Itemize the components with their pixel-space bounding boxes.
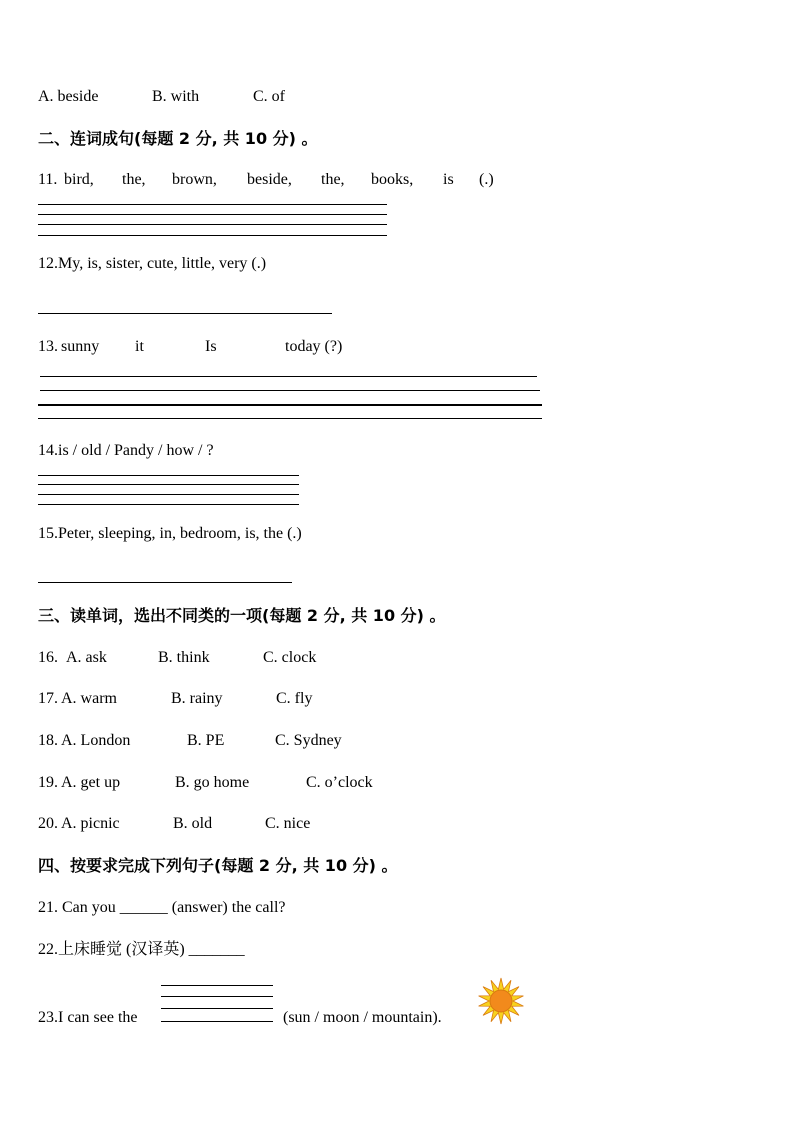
q14-text: 14.is / old / Pandy / how / ? (38, 442, 214, 459)
q13-answer-line[interactable] (40, 390, 540, 391)
q19-option-c: C. o’clock (306, 774, 373, 791)
q16-number: 16. (38, 649, 58, 666)
sun-icon (476, 976, 526, 1026)
q19-number: 19. (38, 774, 58, 791)
q20-number: 20. (38, 815, 58, 832)
q17-number: 17. (38, 690, 58, 707)
q20-option-a: A. picnic (61, 815, 120, 832)
q11-word: (.) (479, 171, 494, 188)
q13-word: it (135, 338, 144, 355)
q18-option-b: B. PE (187, 732, 225, 749)
q10-option-c: C. of (253, 88, 285, 105)
q11-answer-line[interactable] (38, 204, 387, 205)
section3-heading: 三、读单词，选出不同类的一项(每题 2 分, 共 10 分) 。 (38, 606, 446, 625)
q16-option-b: B. think (158, 649, 210, 666)
q17-option-b: B. rainy (171, 690, 223, 707)
q23-answer-line[interactable] (161, 1008, 273, 1009)
q13-word: 13. (38, 338, 58, 355)
q13-word: Is (205, 338, 217, 355)
q15-answer-line[interactable] (38, 582, 292, 583)
q11-word: is (443, 171, 454, 188)
q23-answer-line[interactable] (161, 1021, 273, 1022)
q16-option-a: A. ask (66, 649, 107, 666)
q23-answer-line[interactable] (161, 985, 273, 986)
q20-option-b: B. old (173, 815, 213, 832)
q11-answer-line[interactable] (38, 224, 387, 225)
q16-option-c: C. clock (263, 649, 317, 666)
q19-option-b: B. go home (175, 774, 250, 791)
q11-word: the, (321, 171, 345, 188)
q11-word: 11. (38, 171, 58, 188)
q19-option-a: A. get up (61, 774, 121, 791)
q23-answer-line[interactable] (161, 996, 273, 997)
q12-answer-line[interactable] (38, 313, 332, 314)
q11-word: books, (371, 171, 414, 188)
q23-text-before: 23.I can see the (38, 1009, 138, 1026)
q22-text: 22.上床睡觉 (汉译英) _______ (38, 941, 245, 958)
q18-number: 18. (38, 732, 58, 749)
q17-option-c: C. fly (276, 690, 313, 707)
q13-answer-line[interactable] (38, 404, 542, 406)
q23-text-after: (sun / moon / mountain). (283, 1009, 442, 1026)
section4-heading: 四、按要求完成下列句子(每题 2 分, 共 10 分) 。 (38, 856, 398, 875)
q18-option-c: C. Sydney (275, 732, 342, 749)
q14-answer-line[interactable] (38, 475, 299, 476)
q13-answer-line[interactable] (40, 376, 537, 377)
q11-word: the, (122, 171, 146, 188)
q15-text: 15.Peter, sleeping, in, bedroom, is, the (.) (38, 525, 302, 542)
q11-answer-line[interactable] (38, 214, 387, 215)
q14-answer-line[interactable] (38, 504, 299, 505)
q13-answer-line[interactable] (38, 418, 542, 419)
q10-option-b: B. with (152, 88, 200, 105)
q12-text: 12.My, is, sister, cute, little, very (.) (38, 255, 267, 272)
q13-word: today (?) (285, 338, 343, 355)
q21-text: 21. Can you ______ (answer) the call? (38, 899, 286, 916)
q11-word: bird, (64, 171, 94, 188)
q20-option-c: C. nice (265, 815, 311, 832)
q11-word: brown, (172, 171, 217, 188)
section2-heading: 二、连词成句(每题 2 分, 共 10 分) 。 (38, 129, 318, 148)
q17-option-a: A. warm (61, 690, 117, 707)
q11-answer-line[interactable] (38, 235, 387, 236)
q11-word: beside, (247, 171, 292, 188)
q10-option-a: A. beside (38, 88, 99, 105)
q14-answer-line[interactable] (38, 494, 299, 495)
q14-answer-line[interactable] (38, 484, 299, 485)
q13-word: sunny (61, 338, 100, 355)
q18-option-a: A. London (61, 732, 131, 749)
